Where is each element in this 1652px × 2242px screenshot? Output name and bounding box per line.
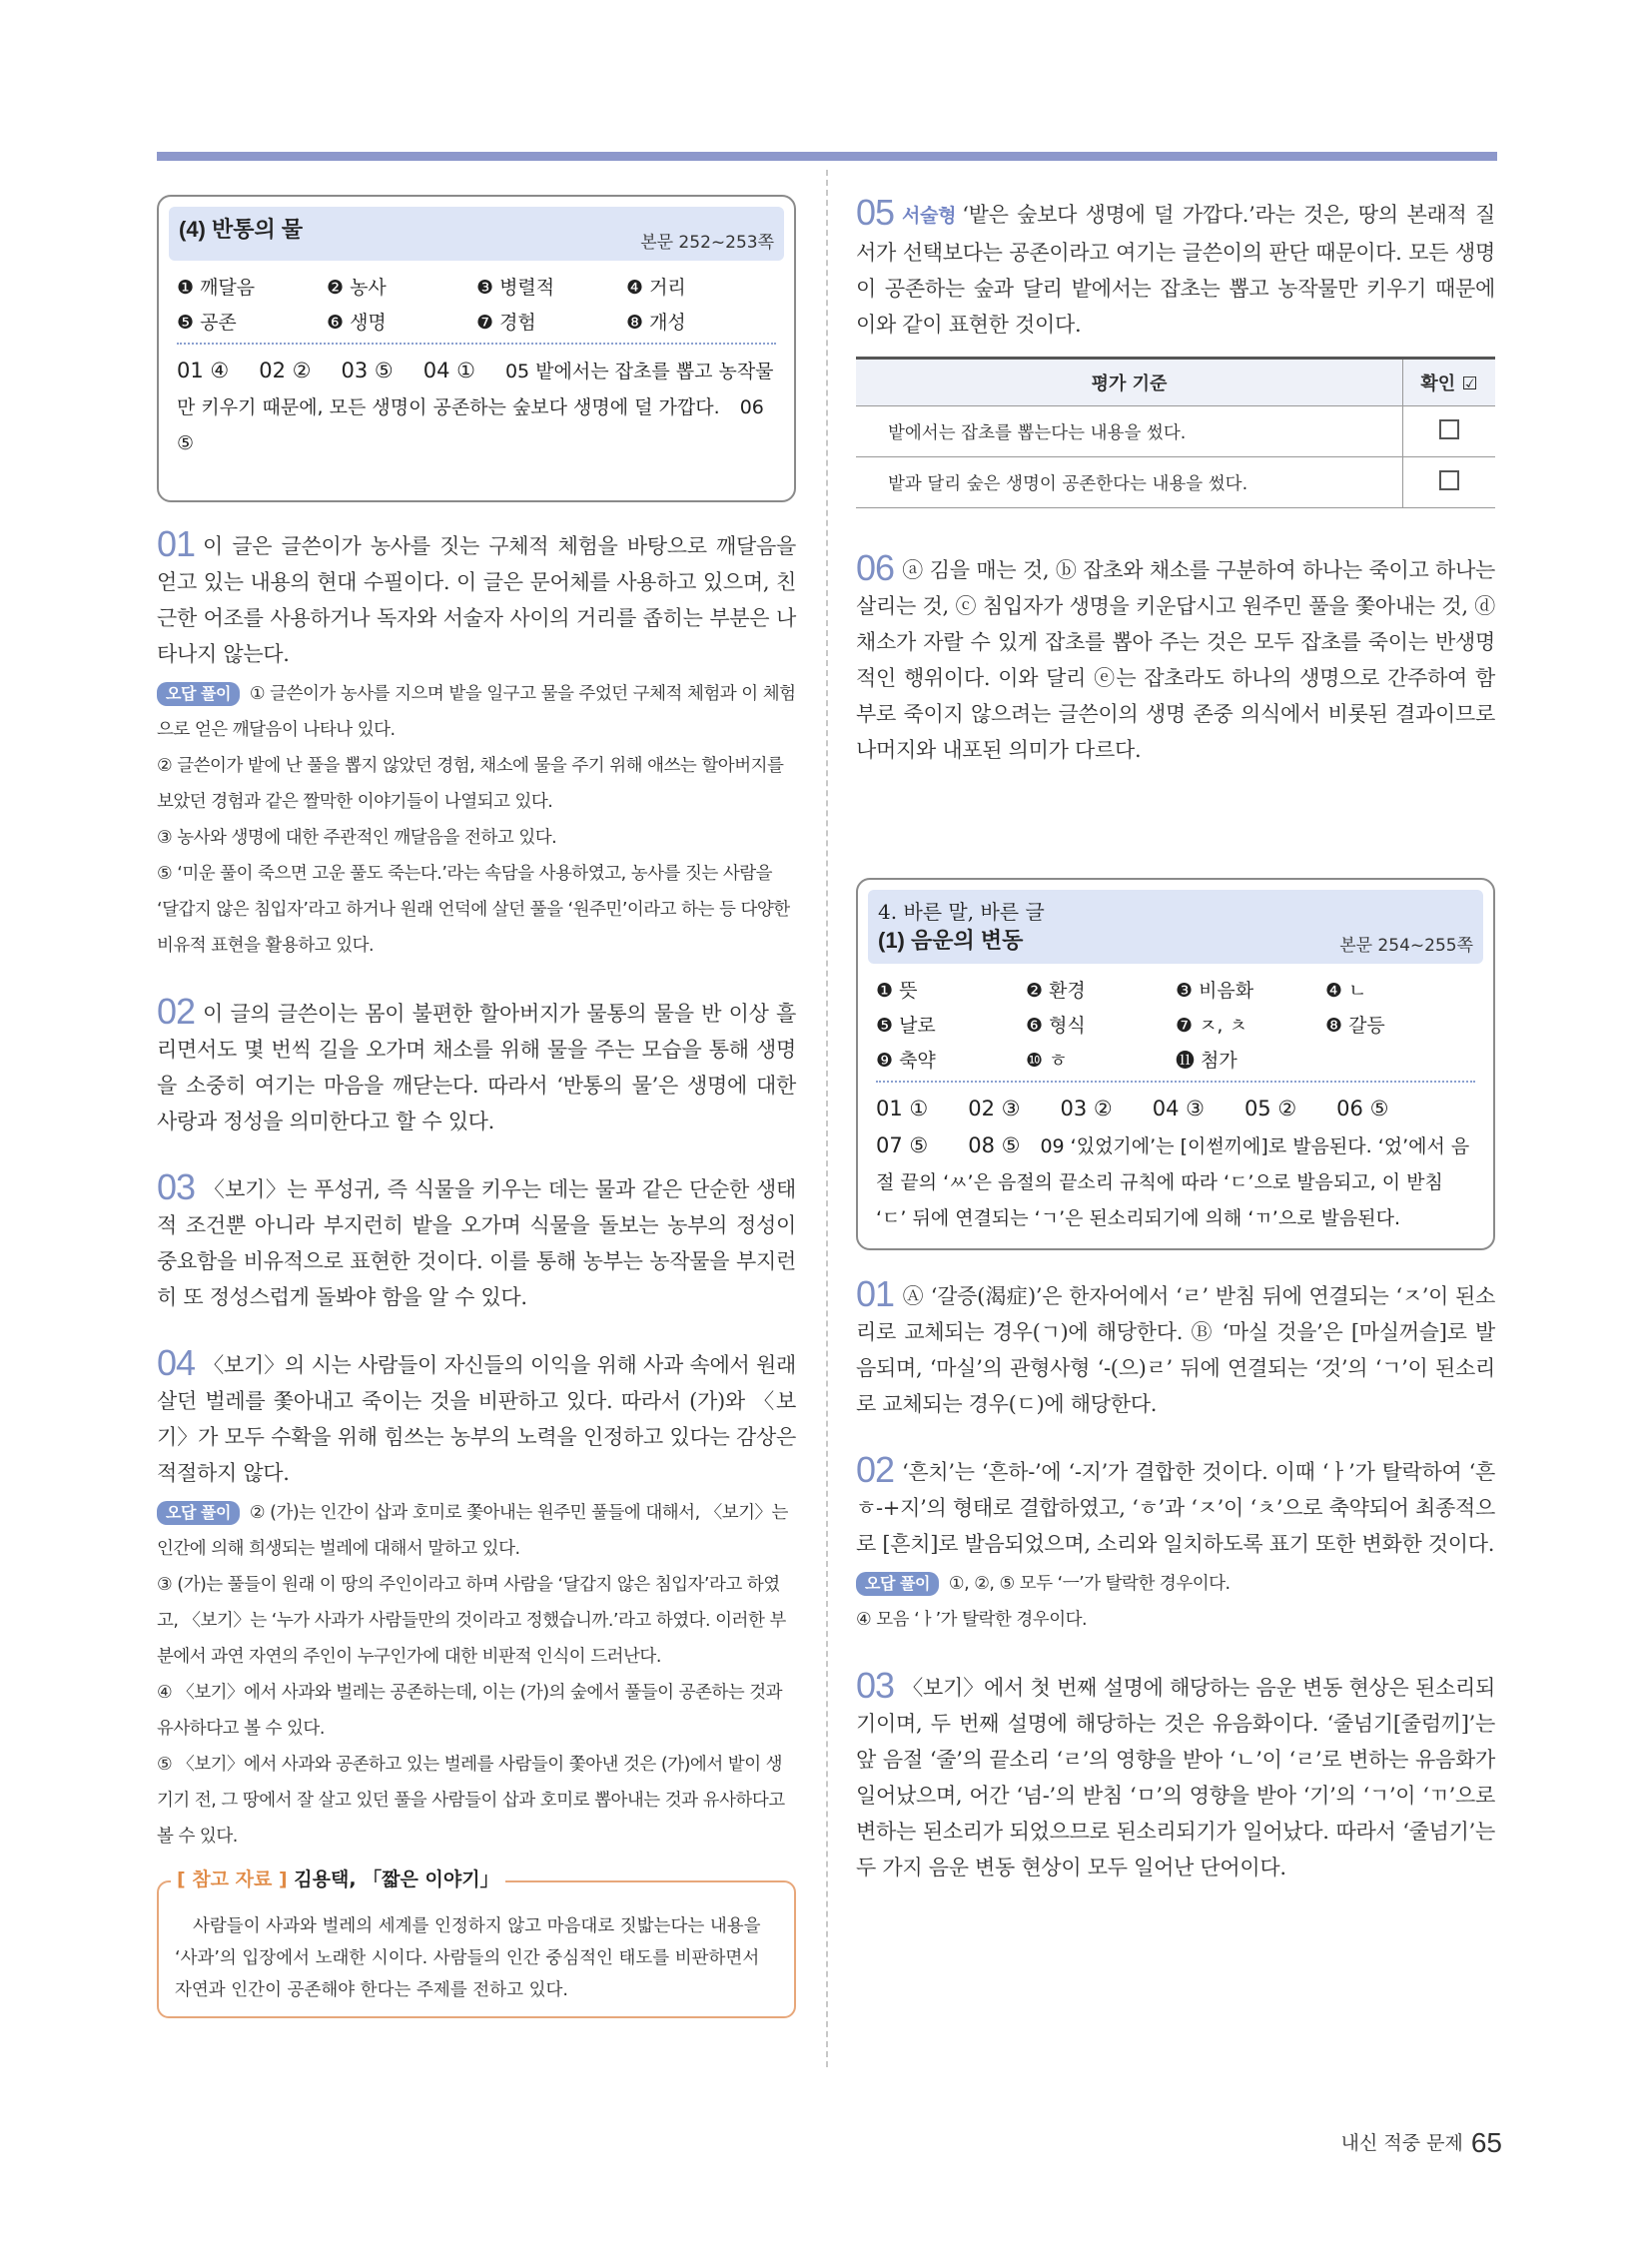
answer-item: 07 ⑤ bbox=[876, 1133, 929, 1157]
section-title: 4. 바른 말, 바른 글 bbox=[878, 900, 1045, 924]
keyword-item: ❿ ㅎ bbox=[1026, 1050, 1068, 1072]
reference-text: 사람들이 사과와 벌레의 세계를 인정하지 않고 마음대로 짓밟는다는 내용을 ‘사과’의 입장에서 노래한 시이다. 사람들의 인간 중심적인 태도를 비판하면서 자연과 인간이 공존해야 한다는 주제를 전하고 있다. bbox=[175, 1916, 761, 2000]
essay-label: 서술형 bbox=[902, 206, 957, 227]
evaluation-table bbox=[856, 357, 1495, 508]
table-row bbox=[856, 457, 1495, 508]
note-item: ⑤ ‘미운 풀이 죽으면 고운 풀도 죽는다.’라는 속담을 사용하였고, 농사를 짓는 사람을 ‘달갑지 않은 침입자’라고 하거나 원래 언덕에 살던 풀을 ‘원주민’이라고 하는 등 다양한 비유적 표현을 활용하고 있다. bbox=[157, 864, 790, 956]
question-text: 이 글의 글쓴이는 몸이 불편한 할아버지가 물통의 물을 반 이상 흘리면서도 몇 번씩 길을 오가며 채소를 위해 물을 주는 모습을 통해 생명을 소중히 여기는 마음을 깨닫는다. 따라서 ‘반통의 물’은 생명에 대한 사랑과 정성을 의미한다고 할 수 있다. bbox=[157, 1002, 796, 1133]
page-number: 65 bbox=[1470, 2127, 1502, 2158]
note-item: ③ (가)는 풀들이 원래 이 땅의 주인이라고 하며 사람을 ‘달갑지 않은 침입자’라고 하였고, 〈보기〉는 ‘누가 사과가 사람들만의 것이라고 정했습니까.’라고 하였다. 이러한 부분에서 과연 자연의 주인이 누구인가에 대한 비판적 인식이 드러난다. bbox=[157, 1575, 786, 1667]
question-04 bbox=[157, 1342, 796, 1491]
wrong-answer-badge: 오답 풀이 bbox=[157, 682, 240, 706]
keyword-item: ❶ 깨달음 bbox=[177, 277, 256, 299]
answer-item: 02 ③ bbox=[968, 1097, 1021, 1121]
wrong-answer-notes bbox=[157, 676, 796, 964]
question-03 bbox=[157, 1166, 796, 1315]
reference-header bbox=[171, 1865, 505, 1891]
answer-item: 03 ② bbox=[1060, 1097, 1113, 1121]
keyword-item: ❶ 뜻 bbox=[876, 980, 918, 1002]
table-row bbox=[856, 406, 1495, 457]
answer-box-title: (1) 음운의 변동 bbox=[878, 928, 1024, 953]
answer-item: 04 ① bbox=[422, 359, 475, 382]
wrong-answer-badge: 오답 풀이 bbox=[856, 1572, 939, 1596]
keyword-item: ❾ 축약 bbox=[876, 1050, 936, 1072]
answer-list bbox=[876, 1091, 1475, 1236]
question-text: ‘흔치’는 ‘흔하-’에 ‘-지’가 결합한 것이다. 이때 ‘ㅏ’가 탈락하여 ‘흔ㅎ-+지’의 형태로 결합하였고, ‘ㅎ’과 ‘ㅈ’이 ‘ㅊ’으로 축약되어 최종적으로 [흔치]로 발음되었으며, 소리와 일치하도록 표기 또한 변화한 것이다. bbox=[856, 1460, 1495, 1556]
answer-box-header bbox=[169, 207, 784, 261]
criteria-cell: 밭과 달리 숲은 생명이 공존한다는 내용을 썼다. bbox=[856, 457, 1403, 508]
question-number: 02 bbox=[856, 1449, 895, 1490]
note-item: ② 글쓴이가 밭에 난 풀을 뽑지 않았던 경험, 채소에 물을 주기 위해 애쓰는 할아버지를 보았던 경험과 같은 짤막한 이야기들이 나열되고 있다. bbox=[157, 756, 784, 812]
answer-item-09: 09 ‘있었기에’는 [이썯끼에]로 발음된다. ‘었’에서 음절 끝의 ‘ㅆ’은 음절의 끝소리 규칙에 따라 ‘ㄷ’으로 발음되고, 이 받침 ‘ㄷ’ 뒤에 연결되는 ‘ㄱ’은 된소리되기에 의해 ‘ㄲ’으로 발음된다. bbox=[876, 1135, 1470, 1229]
keyword-item: ❸ 비음화 bbox=[1176, 980, 1254, 1002]
question-number: 03 bbox=[157, 1166, 196, 1207]
answer-list bbox=[177, 353, 776, 461]
note-item: ④ 〈보기〉에서 사과와 벌레는 공존하는데, 이는 (가)의 숲에서 풀들이 공존하는 것과 유사하다고 볼 수 있다. bbox=[157, 1683, 783, 1739]
keyword-item: ❺ 날로 bbox=[876, 1015, 936, 1037]
check-cell bbox=[1403, 406, 1496, 457]
checkbox[interactable] bbox=[1439, 470, 1459, 490]
question-number: 01 bbox=[856, 1273, 895, 1314]
question-text: ‘밭은 숲보다 생명에 덜 가깝다.’라는 것은, 땅의 본래적 질서가 선택보다는 공존이라고 여기는 글쓴이의 판단 때문이다. 모든 생명이 공존하는 숲과 달리 밭에서는 잡초는 뽑고 농작물만 키우기 때문에 이와 같이 표현한 것이다. bbox=[856, 203, 1495, 337]
answer-item: 01 ④ bbox=[177, 359, 230, 382]
top-rule bbox=[157, 152, 1497, 161]
reference-source: 김용택, 「짧은 이야기」 bbox=[294, 1868, 499, 1890]
answer-box-title: (4) 반통의 물 bbox=[179, 217, 304, 242]
question-text: Ⓐ ‘갈증(渴症)’은 한자어에서 ‘ㄹ’ 받침 뒤에 연결되는 ‘ㅈ’이 된소리로 교체되는 경우(ㄱ)에 해당한다. Ⓑ ‘마실 것을’은 [마실꺼슬]로 발음되며, ‘마실’의 관형사형 ‘-(으)ㄹ’ 뒤에 연결되는 ‘것’의 ‘ㄱ’이 된소리로 교체되는 경우(ㄷ)에 해당한다. bbox=[856, 1284, 1495, 1416]
footer-label: 내신 적중 문제 bbox=[1340, 2132, 1463, 2154]
answer-item: 02 ② bbox=[259, 359, 312, 382]
question-number: 06 bbox=[856, 547, 895, 588]
keyword-item: ⓫ 첨가 bbox=[1176, 1050, 1238, 1072]
question-number: 05 bbox=[856, 192, 895, 233]
answer-box-page-ref: 본문 252~253쪽 bbox=[640, 233, 774, 253]
question-number: 01 bbox=[157, 523, 196, 564]
answer-item: 01 ① bbox=[876, 1097, 929, 1121]
reference-tag: [ 참고 자료 ] bbox=[177, 1868, 288, 1890]
answer-box-4 bbox=[157, 195, 796, 502]
answer-box-header bbox=[868, 890, 1483, 964]
keyword-item: ❻ 생명 bbox=[327, 312, 387, 334]
question-05 bbox=[856, 192, 1495, 343]
note-item: ①, ②, ⑤ 모두 ‘ㅡ’가 탈락한 경우이다. bbox=[948, 1574, 1231, 1594]
note-item: ① 글쓴이가 농사를 지으며 밭을 일구고 물을 주었던 구체적 체험과 이 체험으로 얻은 깨달음이 나타나 있다. bbox=[157, 684, 796, 740]
question-text: 〈보기〉는 푸성귀, 즉 식물을 키우는 데는 물과 같은 단순한 생태적 조건뿐 아니라 부지런히 밭을 오가며 식물을 돌보는 농부의 정성이 중요함을 비유적으로 표현한 것이다. 이를 통해 농부는 농작물을 부지런히 또 정성스럽게 돌봐야 함을 알 수 있다. bbox=[157, 1177, 796, 1309]
question-02 bbox=[157, 991, 796, 1139]
wrong-answer-notes bbox=[856, 1566, 1495, 1638]
note-item: ④ 모음 ‘ㅏ’가 탈락한 경우이다. bbox=[856, 1610, 1088, 1630]
table-header-criteria: 평가 기준 bbox=[856, 359, 1403, 406]
column-divider bbox=[826, 170, 828, 2067]
check-cell bbox=[1403, 457, 1496, 508]
keyword-item: ❻ 형식 bbox=[1026, 1015, 1086, 1037]
question-03-section4 bbox=[856, 1665, 1495, 1885]
answer-item-05: 05 밭에서는 잡초를 뽑고 농작물만 키우기 때문에, 모든 생명이 공존하는 숲보다 생명에 덜 가깝다. bbox=[177, 361, 774, 418]
note-item: ③ 농사와 생명에 대한 주관적인 깨달음을 전하고 있다. bbox=[157, 828, 557, 848]
keyword-item: ❹ ㄴ bbox=[1325, 980, 1367, 1002]
dotted-separator bbox=[876, 1081, 1475, 1083]
reference-box bbox=[157, 1868, 796, 2018]
keyword-item: ❸ 병렬적 bbox=[476, 277, 555, 299]
question-text: ⓐ 김을 매는 것, ⓑ 잡초와 채소를 구분하여 하나는 죽이고 하나는 살리는 것, ⓒ 침입자가 생명을 키운답시고 원주민 풀을 쫓아내는 것, ⓓ 채소가 자랄 수 있게 잡초를 뽑아 주는 것은 모두 잡초를 죽이는 반생명적인 행위이다. 이와 달리 ⓔ는 잡초라도 하나의 생명으로 간주하여 함부로 죽이지 않으려는 글쓴이의 생명 존중 의식에서 비롯된 결과이므로 나머지와 내포된 의미가 다르다. bbox=[856, 558, 1495, 762]
wrong-answer-badge: 오답 풀이 bbox=[157, 1501, 240, 1525]
question-02-section4 bbox=[856, 1449, 1495, 1562]
question-text: 이 글은 글쓴이가 농사를 짓는 구체적 체험을 바탕으로 깨달음을 얻고 있는 내용의 현대 수필이다. 이 글은 문어체를 사용하고 있으며, 친근한 어조를 사용하거나 독자와 서술자 사이의 거리를 좁히는 부분은 나타나지 않는다. bbox=[157, 534, 796, 666]
wrong-answer-notes bbox=[157, 1495, 796, 1855]
question-01 bbox=[157, 523, 796, 672]
note-item: ⑤ 〈보기〉에서 사과와 공존하고 있는 벌레를 사람들이 쫓아낸 것은 (가)에서 밭이 생기기 전, 그 땅에서 잘 살고 있던 풀을 사람들이 삽과 호미로 뽑아내는 것과 유사하다고 볼 수 있다. bbox=[157, 1755, 785, 1847]
question-01-section4 bbox=[856, 1273, 1495, 1422]
page-footer bbox=[1341, 2127, 1502, 2159]
question-number: 03 bbox=[856, 1665, 895, 1706]
note-item: ② (가)는 인간이 삽과 호미로 쫓아내는 원주민 풀들에 대해서, 〈보기〉는 인간에 의해 희생되는 벌레에 대해서 말하고 있다. bbox=[157, 1503, 788, 1559]
dotted-separator bbox=[177, 343, 776, 345]
table-header-check: 확인 ☑ bbox=[1403, 359, 1496, 406]
keyword-item: ❽ 갈등 bbox=[1325, 1015, 1385, 1037]
answer-item: 08 ⑤ bbox=[968, 1133, 1021, 1157]
answer-item: 04 ③ bbox=[1152, 1097, 1205, 1121]
question-06 bbox=[856, 547, 1495, 768]
answer-item: 05 ② bbox=[1243, 1097, 1297, 1121]
question-number: 04 bbox=[157, 1342, 196, 1383]
question-number: 02 bbox=[157, 991, 196, 1032]
keyword-item: ❷ 농사 bbox=[327, 277, 387, 299]
keyword-item: ❺ 공존 bbox=[177, 312, 237, 334]
answer-item: 03 ⑤ bbox=[341, 359, 394, 382]
criteria-cell: 밭에서는 잡초를 뽑는다는 내용을 썼다. bbox=[856, 406, 1403, 457]
question-text: 〈보기〉의 시는 사람들이 자신들의 이익을 위해 사과 속에서 원래 살던 벌레를 쫓아내고 죽이는 것을 비판하고 있다. 따라서 (가)와 〈보기〉가 모두 수확을 위해 힘쓰는 농부의 노력을 인정하고 있다는 감상은 적절하지 않다. bbox=[157, 1353, 796, 1485]
keyword-list bbox=[876, 976, 1475, 1073]
right-column bbox=[856, 192, 1495, 1885]
left-column bbox=[157, 195, 796, 2018]
keyword-item: ❹ 거리 bbox=[626, 277, 686, 299]
answer-box-page-ref: 본문 254~255쪽 bbox=[1339, 936, 1473, 956]
keyword-item: ❷ 환경 bbox=[1026, 980, 1086, 1002]
question-text: 〈보기〉에서 첫 번째 설명에 해당하는 음운 변동 현상은 된소리되기이며, 두 번째 설명에 해당하는 것은 유음화이다. ‘줄넘기[줄럼끼]’는 앞 음절 ‘줄’의 끝소리 ‘ㄹ’의 영향을 받아 ‘ㄴ’이 ‘ㄹ’로 변하는 유음화가 일어났으며, 어간 ‘넘-’의 받침 ‘ㅁ’의 영향을 받아 ‘기’의 ‘ㄱ’이 ‘ㄲ’으로 변하는 된소리가 되었으므로 된소리되기가 일어났다. 따라서 ‘줄넘기’는 두 가지 음운 변동 현상이 모두 일어난 단어이다. bbox=[856, 1676, 1495, 1879]
answer-box-section4 bbox=[856, 878, 1495, 1250]
keyword-item: ❼ 경험 bbox=[476, 312, 536, 334]
answer-item: 06 ⑤ bbox=[1336, 1097, 1389, 1121]
keyword-item: ❽ 개성 bbox=[626, 312, 686, 334]
keyword-item: ❼ ㅈ, ㅊ bbox=[1176, 1015, 1247, 1037]
answer-item-06: 06 ⑤ bbox=[177, 396, 764, 454]
checkbox[interactable] bbox=[1439, 419, 1459, 439]
keyword-list bbox=[177, 273, 776, 335]
